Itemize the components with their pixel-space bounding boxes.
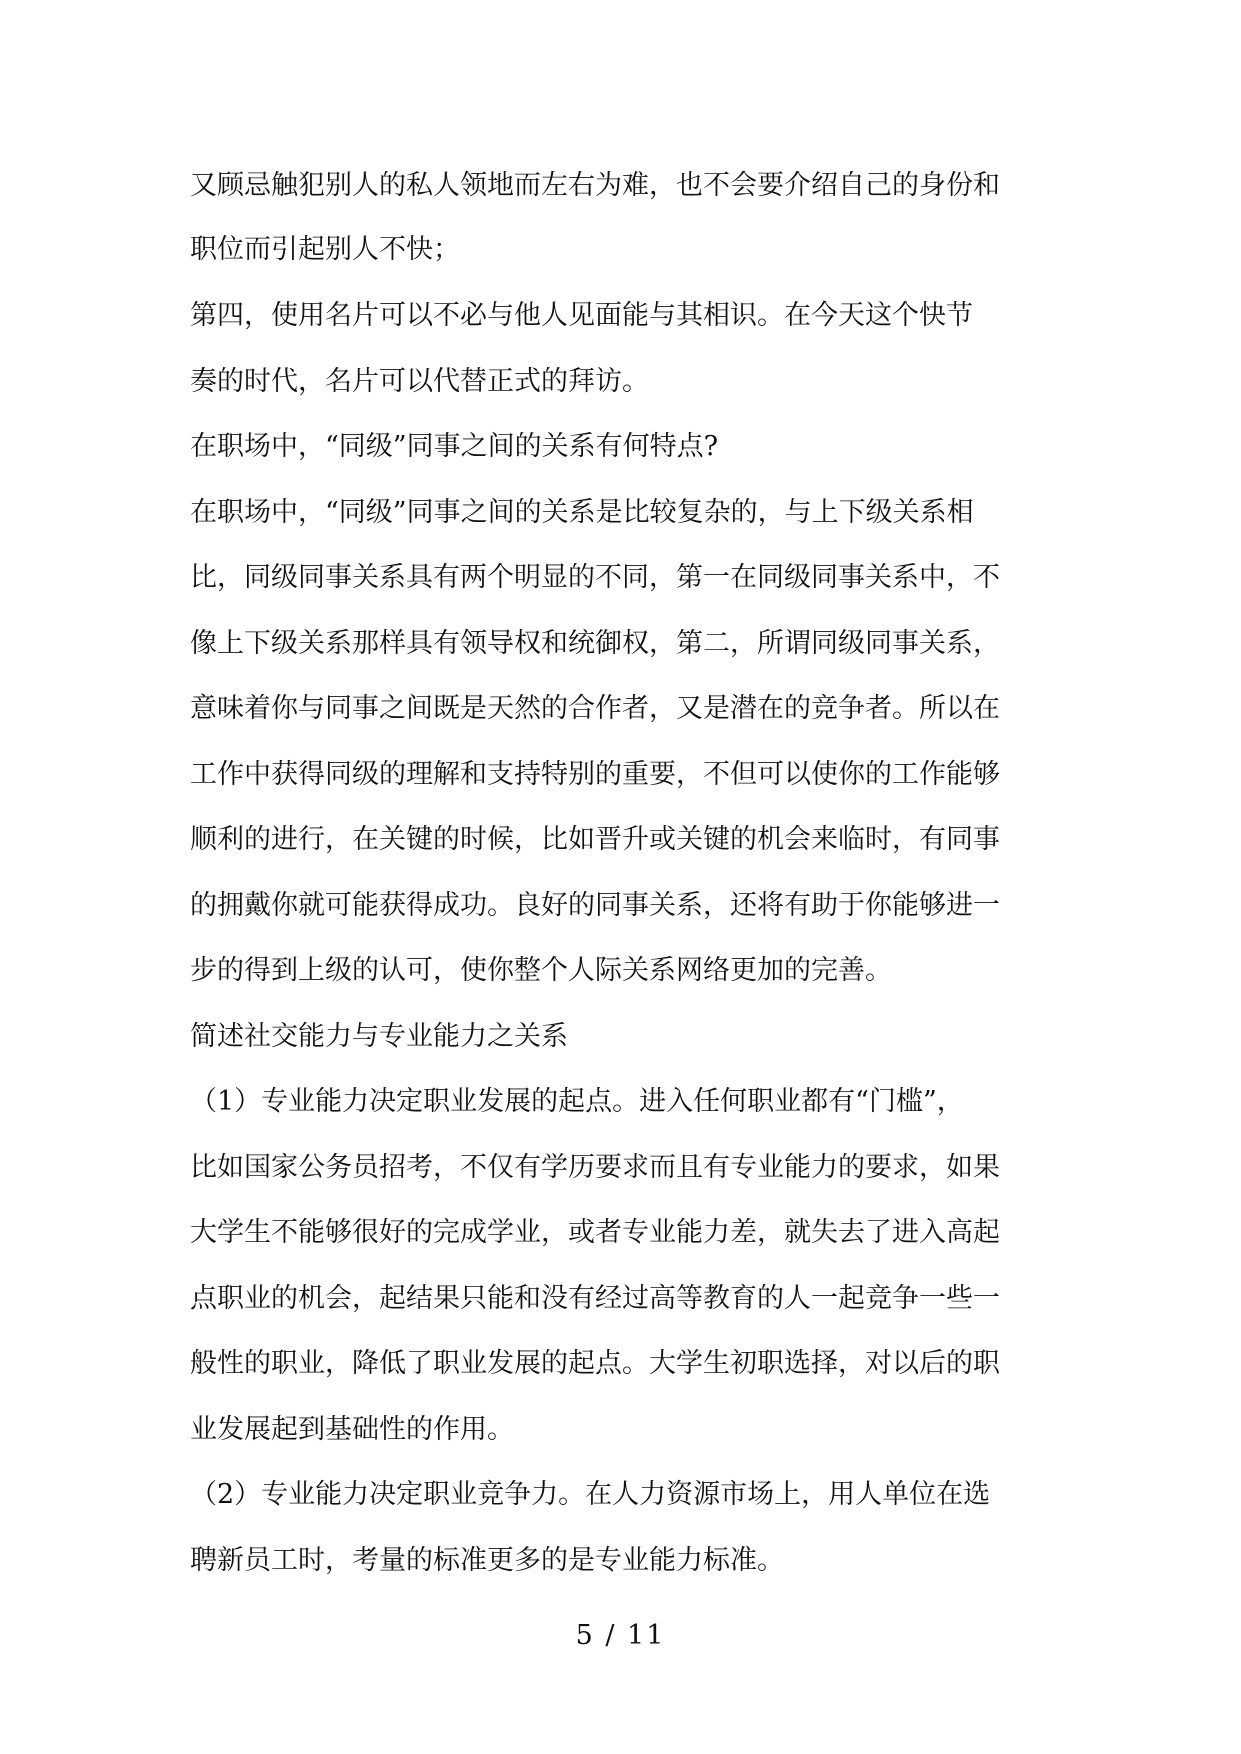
text-line: （2）专业能力决定职业竞争力。在人力资源市场上，用人单位在选 [190, 1479, 991, 1510]
text-line: 意味着你与同事之间既是天然的合作者，又是潜在的竞争者。所以在 [190, 693, 1000, 724]
text-line: 奏的时代，名片可以代替正式的拜访。 [190, 366, 649, 397]
text-line: （1）专业能力决定职业发展的起点。进入任何职业都有“门槛”， [190, 1086, 964, 1117]
question-heading: 简述社交能力与专业能力之关系 [190, 1021, 568, 1052]
text-line: 大学生不能够很好的完成学业，或者专业能力差，就失去了进入高起 [190, 1217, 1000, 1248]
text-line: 像上下级关系那样具有领导权和统御权，第二，所谓同级同事关系， [190, 628, 1000, 659]
text-line: 的拥戴你就可能获得成功。良好的同事关系，还将有助于你能够进一 [190, 890, 1000, 921]
text-line: 般性的职业，降低了职业发展的起点。大学生初职选择，对以后的职 [190, 1348, 1000, 1379]
text-line: 又顾忌触犯别人的私人领地而左右为难，也不会要介绍自己的身份和 [190, 170, 1000, 201]
text-line: 职位而引起别人不快； [190, 234, 460, 265]
text-line: 聘新员工时，考量的标准更多的是专业能力标准。 [190, 1545, 784, 1576]
text-line: 工作中获得同级的理解和支持特别的重要，不但可以使你的工作能够 [190, 759, 1000, 790]
text-line: 业发展起到基础性的作用。 [190, 1414, 514, 1445]
page-number: 5 / 11 [575, 1620, 666, 1651]
text-line: 比如国家公务员招考，不仅有学历要求而且有专业能力的要求，如果 [190, 1152, 1000, 1183]
text-line: 第四，使用名片可以不必与他人见面能与其相识。在今天这个快节 [190, 300, 973, 331]
question-heading: 在职场中，“同级”同事之间的关系有何特点? [190, 431, 719, 462]
text-line: 在职场中，“同级”同事之间的关系是比较复杂的，与上下级关系相 [190, 497, 974, 528]
text-line: 比，同级同事关系具有两个明显的不同，第一在同级同事关系中，不 [190, 562, 1000, 593]
text-line: 步的得到上级的认可，使你整个人际关系网络更加的完善。 [190, 955, 892, 986]
text-line: 顺利的进行，在关键的时候，比如晋升或关键的机会来临时，有同事 [190, 824, 1000, 855]
text-line: 点职业的机会，起结果只能和没有经过高等教育的人一起竞争一些一 [190, 1283, 1000, 1314]
